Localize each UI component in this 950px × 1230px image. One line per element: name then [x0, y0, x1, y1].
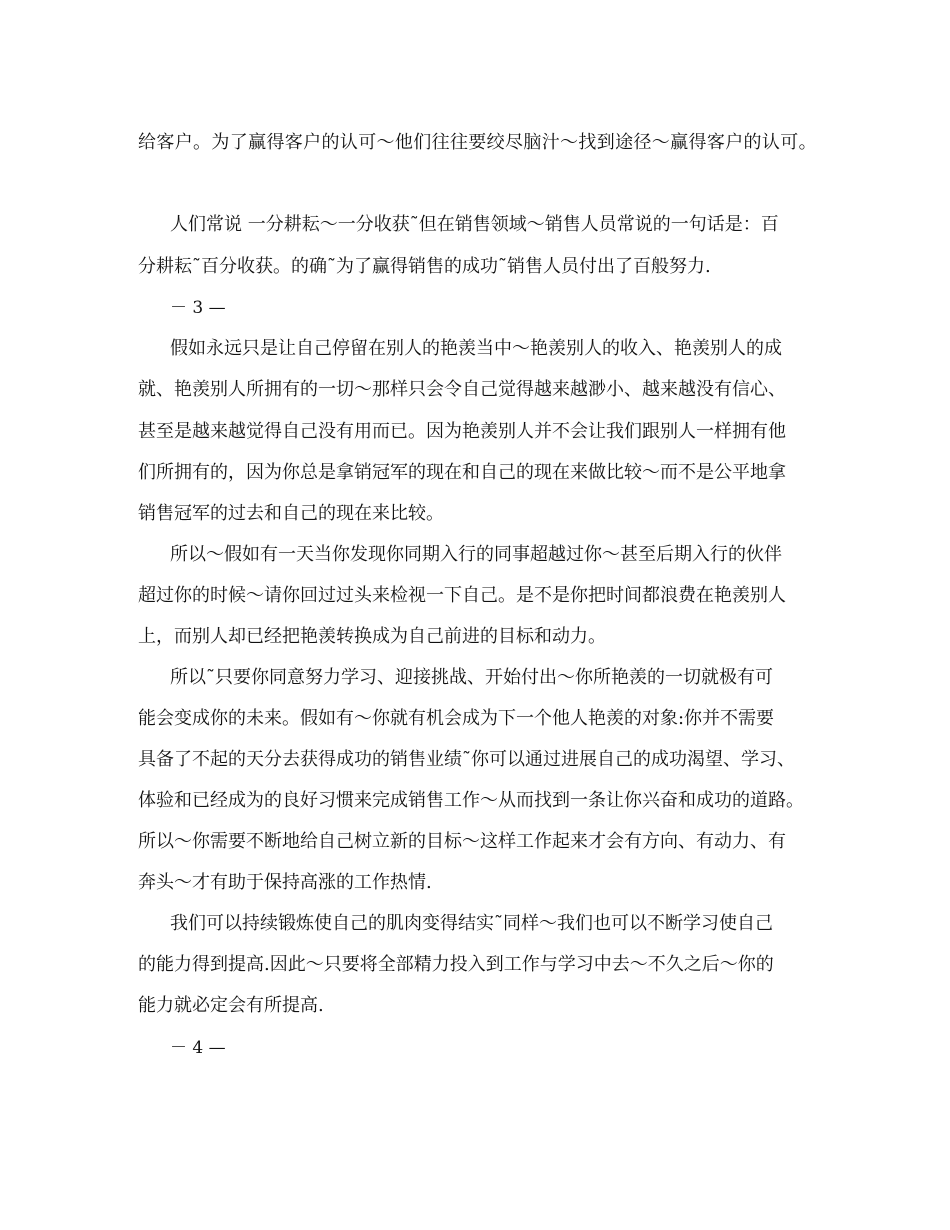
page-number-marker: － 4 — [170, 1038, 226, 1058]
paragraph-line: 我们可以持续锻炼使自己的肌肉变得结实˜同样～我们也可以不断学习使自己 [170, 913, 773, 934]
paragraph-line: 所以～你需要不断地给自己树立新的目标～这样工作起来才会有方向、有动力、有 [138, 831, 786, 852]
paragraph-line: 超过你的时候～请你回过过头来检视一下自己。是不是你把时间都浪费在艳羡别人 [138, 585, 786, 606]
paragraph-line: 所以˜只要你同意努力学习、迎接挑战、开始付出～你所艳羡的一切就极有可 [170, 667, 773, 688]
paragraph-line: 给客户。为了赢得客户的认可～他们往往要绞尽脑汁～找到途径～赢得客户的认可。 [138, 132, 817, 153]
paragraph-line: 所以～假如有一天当你发现你同期入行的同事超越过你～甚至后期入行的伙伴 [170, 544, 782, 565]
paragraph-line: 人们常说 一分耕耘～一分收获˜但在销售领域～销售人员常说的一句话是：百 [170, 214, 779, 235]
paragraph-line: 体验和已经成为的良好习惯来完成销售工作～从而找到一条让你兴奋和成功的道路。 [138, 790, 804, 811]
paragraph-line: 的能力得到提高.因此～只要将全部精力投入到工作与学习中去～不久之后～你的 [138, 954, 774, 975]
paragraph-line: 分耕耘˜百分收获。的确˜为了赢得销售的成功˜销售人员付出了百般努力. [138, 256, 711, 277]
paragraph-line: 销售冠军的过去和自己的现在来比较。 [138, 503, 444, 524]
paragraph-line: 甚至是越来越觉得自己没有用而已。因为艳羡别人并不会让我们跟别人一样拥有他 [138, 421, 786, 442]
paragraph-line: 能力就必定会有所提高. [138, 995, 324, 1016]
paragraph-line: 奔头～才有助于保持高涨的工作热情. [138, 872, 432, 893]
page-number-marker: － 3 — [170, 298, 226, 318]
paragraph-line: 能会变成你的未来。假如有～你就有机会成为下一个他人艳羡的对象:你并不需要 [138, 708, 775, 729]
paragraph-line: 具备了不起的天分去获得成功的销售业绩˜你可以通过进展自己的成功渴望、学习、 [138, 749, 795, 770]
paragraph-line: 上，而别人却已经把艳羡转换成为自己前进的目标和动力。 [138, 626, 606, 647]
paragraph-line: 假如永远只是让自己停留在别人的艳羡当中～艳羡别人的收入、艳羡别人的成 [170, 338, 782, 359]
paragraph-line: 们所拥有的，因为你总是拿销冠军的现在和自己的现在来做比较～而不是公平地拿 [138, 462, 786, 483]
paragraph-line: 就、艳羡别人所拥有的一切～那样只会令自己觉得越来越渺小、越来越没有信心、 [138, 379, 786, 400]
